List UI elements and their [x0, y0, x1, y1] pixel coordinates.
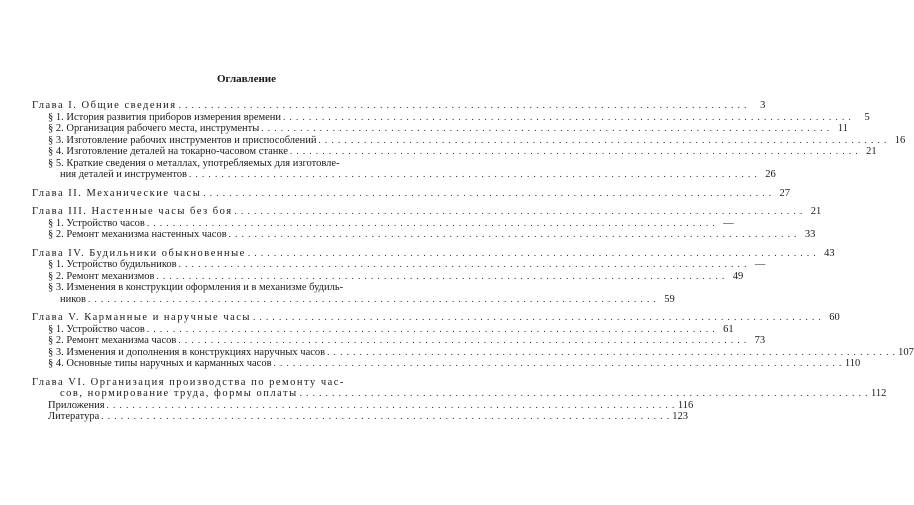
toc-chapter-5[interactable] [32, 312, 840, 324]
table-of-contents [32, 100, 914, 423]
toc-appendix[interactable] [32, 399, 694, 412]
page-number: 110 [844, 358, 861, 369]
page-number: 16 [894, 134, 906, 146]
page-number: 60 [829, 312, 840, 323]
dot-leader [235, 206, 804, 218]
chapter-title: Глава III. Настенные часы без боя [32, 206, 233, 217]
dot-leader [229, 229, 798, 241]
page-number: — [723, 217, 734, 229]
section-title: § 2. Организация рабочего места, инструменты [48, 123, 260, 134]
page-number: 123 [672, 411, 688, 422]
page-number: 3 [760, 100, 766, 111]
literature-title: Литература [48, 411, 100, 422]
dot-leader [107, 400, 676, 412]
page-number: 21 [810, 206, 822, 217]
section-title: § 3. Изменения в конструкции оформления и в механизме будиль- [48, 282, 344, 293]
dot-leader [147, 218, 716, 230]
page-number: 33 [804, 229, 816, 240]
chapter-title: Глава VI. Организация производства по ремонту час- [32, 376, 345, 388]
page-number: 11 [837, 123, 849, 134]
dot-leader [157, 271, 726, 283]
toc-section-1-1[interactable] [32, 111, 870, 124]
section-title-continued: ников [60, 293, 87, 305]
toc-section-5-1[interactable] [32, 323, 734, 336]
toc-chapter-1[interactable] [32, 100, 766, 112]
toc-chapter-6-line1[interactable] [32, 377, 460, 389]
toc-section-5-3[interactable] [32, 346, 914, 359]
toc-section-5-2[interactable] [32, 335, 766, 347]
toc-section-1-3[interactable] [32, 134, 906, 147]
section-title: § 2. Ремонт механизма часов [48, 335, 177, 346]
chapter-title: Глава V. Карманные и наручные часы [32, 312, 251, 323]
section-title: § 2. Ремонт механизмов [48, 270, 155, 282]
toc-chapter-3[interactable] [32, 206, 822, 218]
toc-section-1-2[interactable] [32, 123, 849, 135]
page-number: 49 [732, 270, 744, 282]
toc-section-4-3-line2[interactable] [32, 293, 675, 306]
page-number: 61 [723, 323, 734, 335]
dot-leader [283, 112, 852, 124]
page-number: 26 [765, 169, 776, 180]
section-title: § 1. Устройство будильников [48, 259, 177, 270]
page-number: 107 [898, 346, 914, 358]
toc-section-4-1[interactable] [32, 259, 766, 271]
section-title: § 1. Устройство часов [48, 217, 145, 229]
dot-leader [327, 347, 896, 359]
toc-chapter-6-line2[interactable] [32, 388, 887, 400]
toc-section-4-3-line1[interactable] [32, 282, 460, 294]
section-title: § 4. Изготовление деталей на токарно-часовом станке [48, 146, 288, 157]
dot-leader [300, 388, 869, 400]
dot-leader [290, 146, 859, 158]
page-number: — [754, 259, 766, 270]
section-title: § 2. Ремонт механизма настенных часов [48, 229, 227, 240]
dot-leader [253, 312, 822, 324]
toc-chapter-4[interactable] [32, 247, 835, 260]
dot-leader [179, 259, 748, 271]
toc-section-1-5-line2[interactable] [32, 169, 776, 181]
toc-section-3-1[interactable] [32, 217, 734, 230]
chapter-title-continued: сов, нормирование труда, формы оплаты [60, 388, 298, 399]
appendix-title: Приложения [48, 399, 105, 411]
page-number: 5 [864, 111, 870, 123]
dot-leader [147, 324, 716, 336]
dot-leader [261, 123, 830, 135]
chapter-title: Глава II. Механические часы [32, 187, 202, 199]
dot-leader [203, 188, 772, 200]
dot-leader [179, 100, 748, 112]
section-title-continued: ния деталей и инструментов [60, 169, 187, 180]
section-title: § 3. Изменения и дополнения в конструкциях наручных часов [48, 346, 326, 358]
toc-section-4-2[interactable] [32, 270, 744, 283]
section-title: § 1. История развития приборов измерения времени [48, 111, 282, 123]
toc-chapter-2[interactable] [32, 187, 791, 200]
section-title: § 5. Краткие сведения о металлах, употребляемых для изготовле- [48, 157, 340, 169]
toc-section-1-4[interactable] [32, 146, 877, 158]
dot-leader [189, 169, 758, 181]
page-number: 73 [754, 335, 766, 346]
page-number: 116 [677, 399, 694, 411]
page-number: 43 [824, 247, 835, 259]
dot-leader [274, 358, 843, 370]
chapter-title: Глава I. Общие сведения [32, 100, 177, 111]
section-title: § 1. Устройство часов [48, 323, 145, 335]
toc-section-5-4[interactable] [32, 358, 861, 370]
chapter-title: Глава IV. Будильники обыкновенные [32, 247, 246, 259]
section-title: § 3. Изготовление рабочих инструментов и приспособлений [48, 134, 317, 146]
toc-section-3-2[interactable] [32, 229, 816, 241]
page-title: Оглавление [216, 73, 277, 85]
page-number: 27 [779, 187, 791, 199]
section-title: § 4. Основные типы наручных и карманных часов [48, 358, 272, 369]
page-number: 21 [866, 146, 877, 157]
page-number: 59 [664, 293, 675, 305]
dot-leader [101, 411, 670, 423]
dot-leader [178, 335, 747, 347]
toc-literature[interactable] [32, 411, 688, 423]
dot-leader [248, 248, 817, 260]
page-number: 112 [871, 388, 887, 399]
toc-section-1-5-line1[interactable] [32, 158, 460, 170]
dot-leader [319, 135, 888, 147]
dot-leader [88, 294, 657, 306]
